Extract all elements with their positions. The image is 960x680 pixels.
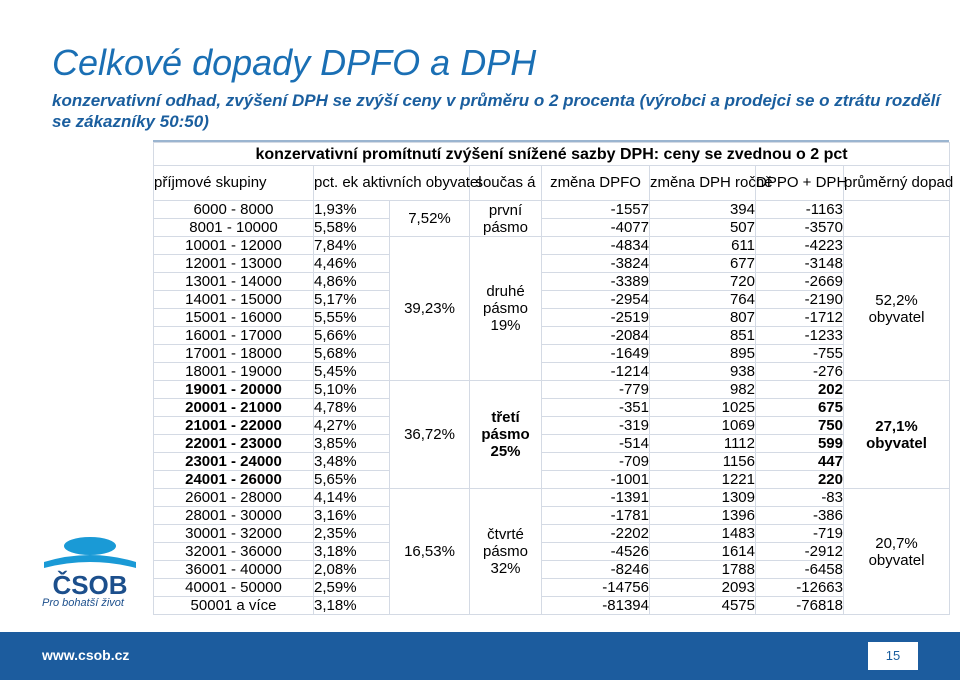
active-pct: 3,48%	[314, 453, 390, 471]
dpfo-change: -779	[542, 381, 650, 399]
income-range: 6000 - 8000	[154, 201, 314, 219]
dpfo-change: -1214	[542, 363, 650, 381]
table-row	[154, 381, 950, 399]
dph-change: 611	[650, 237, 756, 255]
dppo-dph: -2190	[756, 291, 844, 309]
tax-band-line: 25%	[490, 443, 521, 460]
table-row	[154, 507, 950, 525]
dppo-dph: -276	[756, 363, 844, 381]
dppo-dph: -1233	[756, 327, 844, 345]
income-range: 10001 - 12000	[154, 237, 314, 255]
table-row	[154, 327, 950, 345]
dph-change: 1156	[650, 453, 756, 471]
average-impact-line: obyvatel	[868, 551, 925, 569]
dph-change: 851	[650, 327, 756, 345]
table-header-row	[154, 166, 950, 201]
active-pct: 5,58%	[314, 219, 390, 237]
dpfo-change: -514	[542, 435, 650, 453]
income-range: 36001 - 40000	[154, 561, 314, 579]
dph-change: 677	[650, 255, 756, 273]
group-pct: 36,72%	[390, 381, 470, 489]
dppo-dph: 750	[756, 417, 844, 435]
active-pct: 4,86%	[314, 273, 390, 291]
income-impact-table	[153, 140, 954, 622]
average-impact-line: 27,1%	[875, 417, 918, 435]
header-dpfo-change: změna DPFO	[542, 166, 650, 201]
tax-band	[470, 489, 542, 615]
dppo-dph: -1712	[756, 309, 844, 327]
income-range: 12001 - 13000	[154, 255, 314, 273]
dph-change: 938	[650, 363, 756, 381]
average-impact-line: obyvatel	[866, 434, 927, 452]
income-range: 40001 - 50000	[154, 579, 314, 597]
slide-title: Celkové dopady DPFO a DPH	[52, 42, 537, 83]
dppo-dph: -719	[756, 525, 844, 543]
income-range: 17001 - 18000	[154, 345, 314, 363]
tax-band-line: pásmo	[482, 300, 529, 317]
dppo-dph: -2669	[756, 273, 844, 291]
dpfo-change: -4077	[542, 219, 650, 237]
active-pct: 4,27%	[314, 417, 390, 435]
table-row	[154, 543, 950, 561]
dppo-dph: -3148	[756, 255, 844, 273]
tax-band-line: pásmo	[482, 543, 529, 560]
dppo-dph: -12663	[756, 579, 844, 597]
income-range: 20001 - 21000	[154, 399, 314, 417]
table-row	[154, 597, 950, 615]
average-impact	[844, 237, 950, 381]
dpfo-change: -3824	[542, 255, 650, 273]
dph-change: 1309	[650, 489, 756, 507]
dph-change: 807	[650, 309, 756, 327]
dph-change: 394	[650, 201, 756, 219]
dpfo-change: -3389	[542, 273, 650, 291]
tax-band-line: 32%	[490, 560, 521, 577]
active-pct: 3,18%	[314, 597, 390, 615]
income-range: 13001 - 14000	[154, 273, 314, 291]
average-impact	[844, 381, 950, 489]
income-range: 21001 - 22000	[154, 417, 314, 435]
active-pct: 3,85%	[314, 435, 390, 453]
active-pct: 5,65%	[314, 471, 390, 489]
table-caption: konzervativní promítnutí zvýšení snížené sazby DPH: ceny se zvednou o 2 pct	[154, 143, 950, 166]
active-pct: 4,14%	[314, 489, 390, 507]
dppo-dph: 220	[756, 471, 844, 489]
average-impact	[844, 201, 950, 237]
active-pct: 2,08%	[314, 561, 390, 579]
header-average-impact: průměrný dopad	[844, 166, 950, 201]
dph-change: 1112	[650, 435, 756, 453]
tax-band	[470, 237, 542, 381]
dpfo-change: -4526	[542, 543, 650, 561]
dppo-dph: -1163	[756, 201, 844, 219]
active-pct: 7,84%	[314, 237, 390, 255]
active-pct: 4,78%	[314, 399, 390, 417]
dpfo-change: -2202	[542, 525, 650, 543]
income-range: 19001 - 20000	[154, 381, 314, 399]
active-pct: 5,66%	[314, 327, 390, 345]
active-pct: 3,16%	[314, 507, 390, 525]
active-pct: 5,55%	[314, 309, 390, 327]
dph-change: 1025	[650, 399, 756, 417]
table-row	[154, 345, 950, 363]
header-dph-change: změna DPH ročně	[650, 166, 756, 201]
table-row	[154, 489, 950, 507]
dph-change: 982	[650, 381, 756, 399]
logo-tagline: Pro bohatší život	[42, 597, 124, 609]
group-pct: 39,23%	[390, 237, 470, 381]
table-row	[154, 471, 950, 489]
dppo-dph: 675	[756, 399, 844, 417]
income-range: 28001 - 30000	[154, 507, 314, 525]
group-pct: 16,53%	[390, 489, 470, 615]
dppo-dph: -755	[756, 345, 844, 363]
tax-band-line: třetí	[491, 409, 520, 426]
dpfo-change: -1649	[542, 345, 650, 363]
active-pct: 2,59%	[314, 579, 390, 597]
dpfo-change: -319	[542, 417, 650, 435]
tax-band-line: pásmo	[481, 426, 530, 443]
table-row	[154, 255, 950, 273]
slide-subtitle: konzervativní odhad, zvýšení DPH se zvýší ceny v průměru o 2 procenta (výrobci a prodejci se o ztrátu rozdělí se zákazníky 50:50)	[52, 91, 941, 131]
dpfo-change: -2954	[542, 291, 650, 309]
table-row	[154, 399, 950, 417]
dph-change: 507	[650, 219, 756, 237]
logo-wordmark: ČSOB	[52, 570, 128, 600]
header-pct-active: pct. ek aktivních obyvatel	[314, 166, 470, 201]
page-number: 15	[868, 642, 918, 670]
dpfo-change: -709	[542, 453, 650, 471]
dph-change: 2093	[650, 579, 756, 597]
header-sum: součas á	[470, 166, 542, 201]
tax-band-line: první	[488, 201, 523, 219]
income-range: 32001 - 36000	[154, 543, 314, 561]
dph-change: 895	[650, 345, 756, 363]
active-pct: 5,68%	[314, 345, 390, 363]
active-pct: 1,93%	[314, 201, 390, 219]
table-row	[154, 363, 950, 381]
dpfo-change: -2084	[542, 327, 650, 345]
average-impact-line: 20,7%	[875, 534, 918, 552]
average-impact-line: 52,2%	[875, 291, 918, 309]
tax-band-line: čtvrté	[487, 526, 524, 543]
table-row	[154, 237, 950, 255]
table-row	[154, 561, 950, 579]
data-table	[153, 142, 954, 615]
dph-change: 1221	[650, 471, 756, 489]
dppo-dph: -3570	[756, 219, 844, 237]
dppo-dph: 202	[756, 381, 844, 399]
header-income-groups: příjmové skupiny	[154, 166, 314, 201]
table-row	[154, 579, 950, 597]
dph-change: 1614	[650, 543, 756, 561]
footer-url[interactable]: www.csob.cz	[42, 647, 130, 663]
income-range: 24001 - 26000	[154, 471, 314, 489]
income-range: 30001 - 32000	[154, 525, 314, 543]
dppo-dph: -2912	[756, 543, 844, 561]
income-range: 18001 - 19000	[154, 363, 314, 381]
table-row	[154, 201, 950, 219]
average-impact-line: obyvatel	[868, 308, 925, 326]
dppo-dph: -386	[756, 507, 844, 525]
dppo-dph: -4223	[756, 237, 844, 255]
average-impact	[844, 489, 950, 615]
active-pct: 4,46%	[314, 255, 390, 273]
dph-change: 4575	[650, 597, 756, 615]
dph-change: 764	[650, 291, 756, 309]
income-range: 50001 a více	[154, 597, 314, 615]
tax-band-line: pásmo	[482, 218, 529, 236]
dph-change: 1483	[650, 525, 756, 543]
dph-change: 1396	[650, 507, 756, 525]
dpfo-change: -2519	[542, 309, 650, 327]
dppo-dph: 447	[756, 453, 844, 471]
dph-change: 720	[650, 273, 756, 291]
footer-bar	[0, 632, 960, 680]
dppo-dph: -6458	[756, 561, 844, 579]
dpfo-change: -8246	[542, 561, 650, 579]
active-pct: 3,18%	[314, 543, 390, 561]
income-range: 16001 - 17000	[154, 327, 314, 345]
dppo-dph: -76818	[756, 597, 844, 615]
tax-band	[470, 381, 542, 489]
table-row	[154, 417, 950, 435]
income-range: 15001 - 16000	[154, 309, 314, 327]
group-pct: 7,52%	[390, 201, 470, 237]
income-range: 23001 - 24000	[154, 453, 314, 471]
table-row	[154, 525, 950, 543]
tax-band-line: druhé	[486, 283, 525, 300]
dph-change: 1069	[650, 417, 756, 435]
income-range: 22001 - 23000	[154, 435, 314, 453]
dpfo-change: -351	[542, 399, 650, 417]
active-pct: 2,35%	[314, 525, 390, 543]
table-row	[154, 453, 950, 471]
dpfo-change: -14756	[542, 579, 650, 597]
table-row	[154, 435, 950, 453]
dpfo-change: -1781	[542, 507, 650, 525]
table-caption-row	[154, 143, 950, 166]
active-pct: 5,10%	[314, 381, 390, 399]
dph-change: 1788	[650, 561, 756, 579]
table-row	[154, 309, 950, 327]
active-pct: 5,17%	[314, 291, 390, 309]
tax-band	[470, 201, 542, 237]
dpfo-change: -4834	[542, 237, 650, 255]
table-row	[154, 219, 950, 237]
dpfo-change: -1557	[542, 201, 650, 219]
dpfo-change: -1391	[542, 489, 650, 507]
income-range: 14001 - 15000	[154, 291, 314, 309]
dpfo-change: -81394	[542, 597, 650, 615]
income-range: 8001 - 10000	[154, 219, 314, 237]
tax-band-line: 19%	[490, 317, 521, 334]
header-dppo-dph: DPPO + DPH	[756, 166, 844, 201]
table-row	[154, 273, 950, 291]
active-pct: 5,45%	[314, 363, 390, 381]
income-range: 26001 - 28000	[154, 489, 314, 507]
dpfo-change: -1001	[542, 471, 650, 489]
dppo-dph: 599	[756, 435, 844, 453]
dppo-dph: -83	[756, 489, 844, 507]
table-row	[154, 291, 950, 309]
